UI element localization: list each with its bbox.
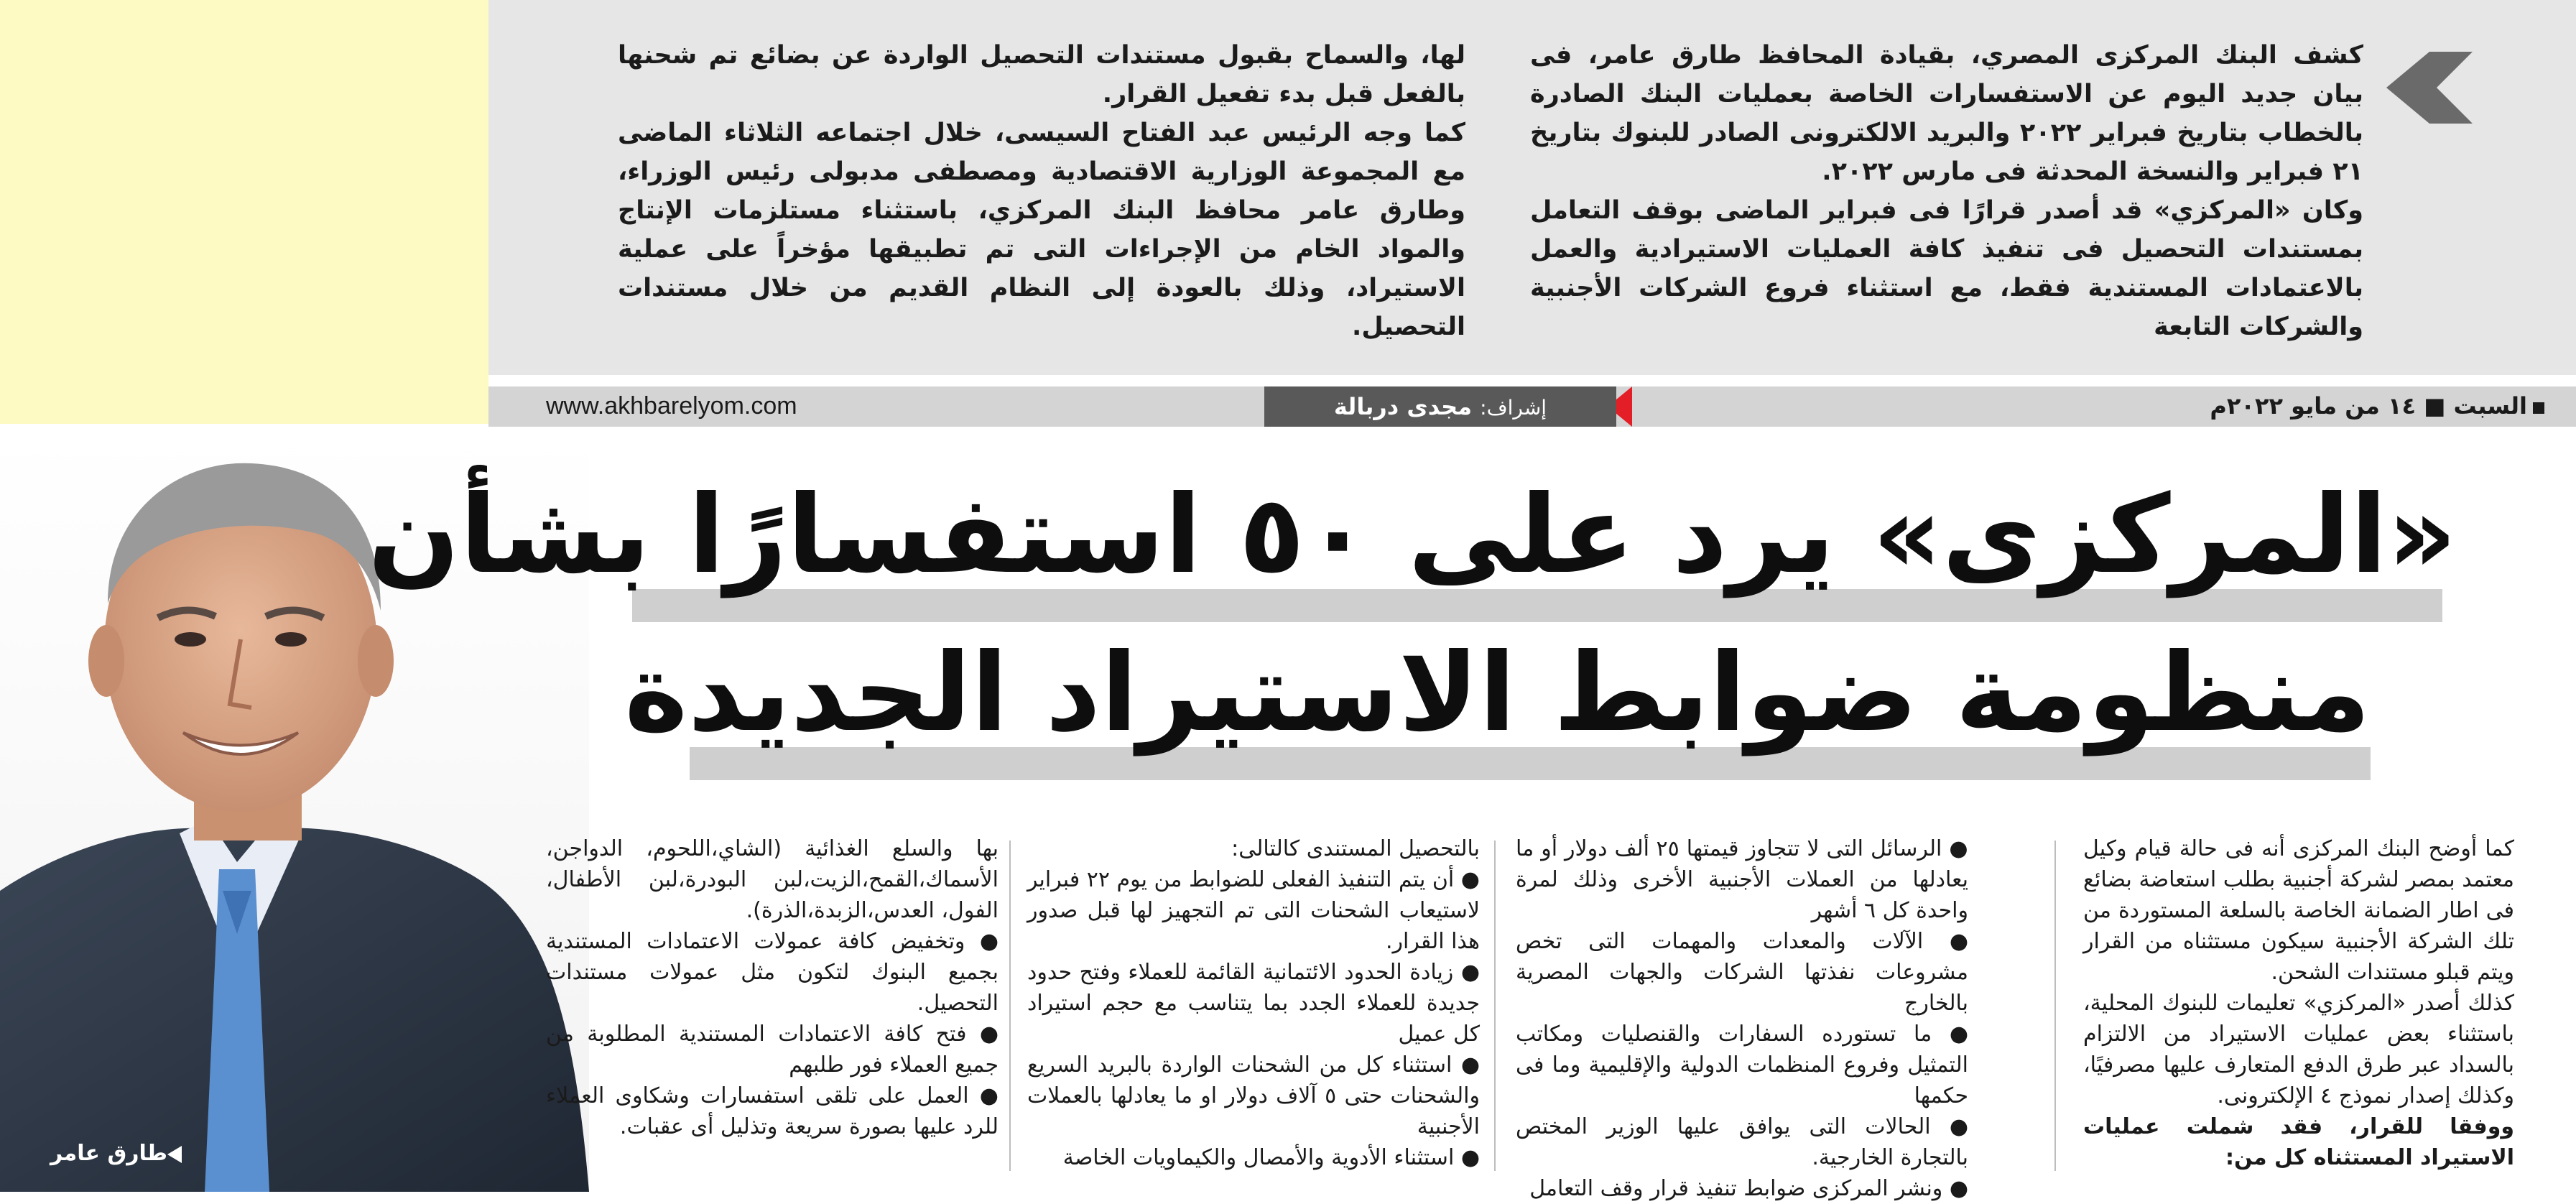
body-bullet: ● الآلات والمعدات والمهمات التى تخص مشروعات نفذتها الشركات والجهات المصرية بالخارج <box>1516 929 1968 1016</box>
headline-line-1: «المركزى» يرد على ٥٠ استفسارًا بشأن <box>618 460 2457 611</box>
body-paragraph: كما أوضح البنك المركزى أنه فى حالة قيام وكيل معتمد بمصر لشركة أجنبية بطلب استعاضة بضائع فى اطار الضمانة الخاصة بالسلعة المستوردة من تلك الشركة الأجنبية سيكون مستثناه من القرار ويتم قبلو مستندات الشحن. <box>2083 836 2514 985</box>
yellow-block <box>0 0 488 424</box>
supervisor-label: إشراف: <box>1480 396 1547 420</box>
website-link[interactable]: www.akhbarelyom.com <box>546 392 797 420</box>
body-column-3 <box>1027 833 1480 1178</box>
body-paragraph: بالتحصيل المستندى كالتالى: <box>1231 836 1480 861</box>
body-paragraph: ووفقا للقرار، فقد شملت عمليات الاستيراد المستثناه كل من: <box>2083 1114 2514 1170</box>
top-right-column <box>1530 36 2363 346</box>
supervisor-box <box>1264 386 1616 427</box>
square-bullet-icon <box>2533 402 2544 414</box>
body-bullet: ● وتخفيض كافة عمولات الاعتمادات المستندية بجميع البنوك لتكون مثل عمولات مستندات التحصيل. <box>546 929 999 1016</box>
top-right-paragraph-1: كشف البنك المركزى المصري، بقيادة المحافظ طارق عامر، فى بيان جديد اليوم عن الاستفسارات الخاصة بعمليات البنك الصادرة بالخطاب بتاريخ فبراير ٢٠٢٢ والبريد الالكترونى الصادر للبنوك بتاريخ ٢١ فبراير والنسخة المحدثة فى مارس ٢٠٢٢. <box>1530 41 2363 186</box>
caption-arrow-icon <box>167 1146 182 1163</box>
body-column-4 <box>546 833 999 1178</box>
body-bullet: ● استثناء كل من الشحنات الواردة بالبريد السريع والشحنات حتى ٥ آلاف دولار او ما يعادلها بالعملات الأجنبية <box>1027 1052 1480 1139</box>
top-right-paragraph-2: وكان «المركزي» قد أصدر قرارًا فى فبراير الماضى بوقف التعامل بمستندات التحصيل فى تنفيذ كافة العمليات الاستيرادية والعمل بالاعتمادات المستندية فقط، مع استثناء فروع الشركات الأجنبية والشركات التابعة <box>1530 196 2363 341</box>
body-bullet: ● أن يتم التنفيذ الفعلى للضوابط من يوم ٢٢ فبراير لاستيعاب الشحنات التى تم التجهيز لها قبل صدور هذا القرار. <box>1027 867 1480 954</box>
column-divider <box>1494 841 1496 1171</box>
top-left-paragraph-2: كما وجه الرئيس عبد الفتاح السيسى، خلال اجتماعه الثلاثاء الماضى مع المجموعة الوزارية الاقتصادية ومصطفى مدبولى رئيس الوزراء، وطارق عامر محافظ البنك المركزي، باستثناء مستلزمات الإنتاج والمواد الخام من الإجراءات التى تم تطبيقها مؤخراً على عملية الاستيراد، وذلك بالعودة إلى النظام القديم من خلال مستندات التحصيل. <box>618 119 1465 341</box>
top-left-paragraph-1: لها، والسماح بقبول مستندات التحصيل الواردة عن بضائع تم شحنها بالفعل قبل بدء تفعيل القرار. <box>618 41 1465 108</box>
body-bullet: ● ونشر المركزى ضوابط تنفيذ قرار وقف التعامل <box>1529 1176 1968 1201</box>
body-paragraph: كذلك أصدر «المركزي» تعليمات للبنوك المحلية، باستثناء بعض عمليات الاستيراد من الالتزام بالسداد عبر طرق الدفع المتعارف عليها مصرفيًا، وكذلك إصدار نموذج ٤ الإلكترونى. <box>2083 991 2514 1108</box>
body-column-2 <box>1516 833 1968 1201</box>
body-bullet: ● الحالات التى يوافق عليها الوزير المختص بالتجارة الخارجية. <box>1516 1114 1968 1170</box>
body-bullet: ● استثناء الأدوية والأمصال والكيماويات الخاصة <box>1062 1145 1480 1170</box>
photo-caption: طارق عامر <box>50 1141 189 1166</box>
body-column-1 <box>2083 833 2514 1178</box>
chevron-left-icon <box>2386 52 2473 124</box>
info-bar <box>488 386 2576 427</box>
body-bullet: ● ما تستورده السفارات والقنصليات ومكاتب التمثيل وفروع المنظمات الدولية والإقليمية وما فى حكمها <box>1516 1022 1968 1108</box>
body-bullet: ● زيادة الحدود الائتمانية القائمة للعملاء وفتح حدود جديدة للعملاء الجدد بما يتناسب مع حجم استيراد كل عميل <box>1027 960 1480 1047</box>
headline-line-2: منظومة ضوابط الاستيراد الجديدة <box>690 618 2371 769</box>
supervisor-name: مجدى دربالة <box>1333 393 1473 420</box>
issue-date: السبت ■ ١٤ من مايو ٢٠٢٢م <box>2210 392 2550 420</box>
column-divider <box>2054 841 2056 1171</box>
body-bullet: ● فتح كافة الاعتمادات المستندية المطلوبة من جميع العملاء فور طلبهم <box>546 1022 999 1078</box>
body-bullet: ● العمل على تلقى استفسارات وشكاوى العملاء للرد عليها بصورة سريعة وتذليل أى عقبات. <box>546 1083 999 1139</box>
column-divider <box>1009 841 1011 1171</box>
top-left-column <box>618 36 1465 346</box>
body-paragraph: بها والسلع الغذائية (الشاي،اللحوم، الدواجن، الأسماك،القمح،الزيت،لبن البودرة،لبن الأطفال، الفول، العدس،الزبدة،الذرة). <box>546 836 999 923</box>
body-bullet: ● الرسائل التى لا تتجاوز قيمتها ٢٥ ألف دولار أو ما يعادلها من العملات الأجنبية الأخرى وذلك لمرة واحدة كل ٦ أشهر <box>1516 836 1968 923</box>
